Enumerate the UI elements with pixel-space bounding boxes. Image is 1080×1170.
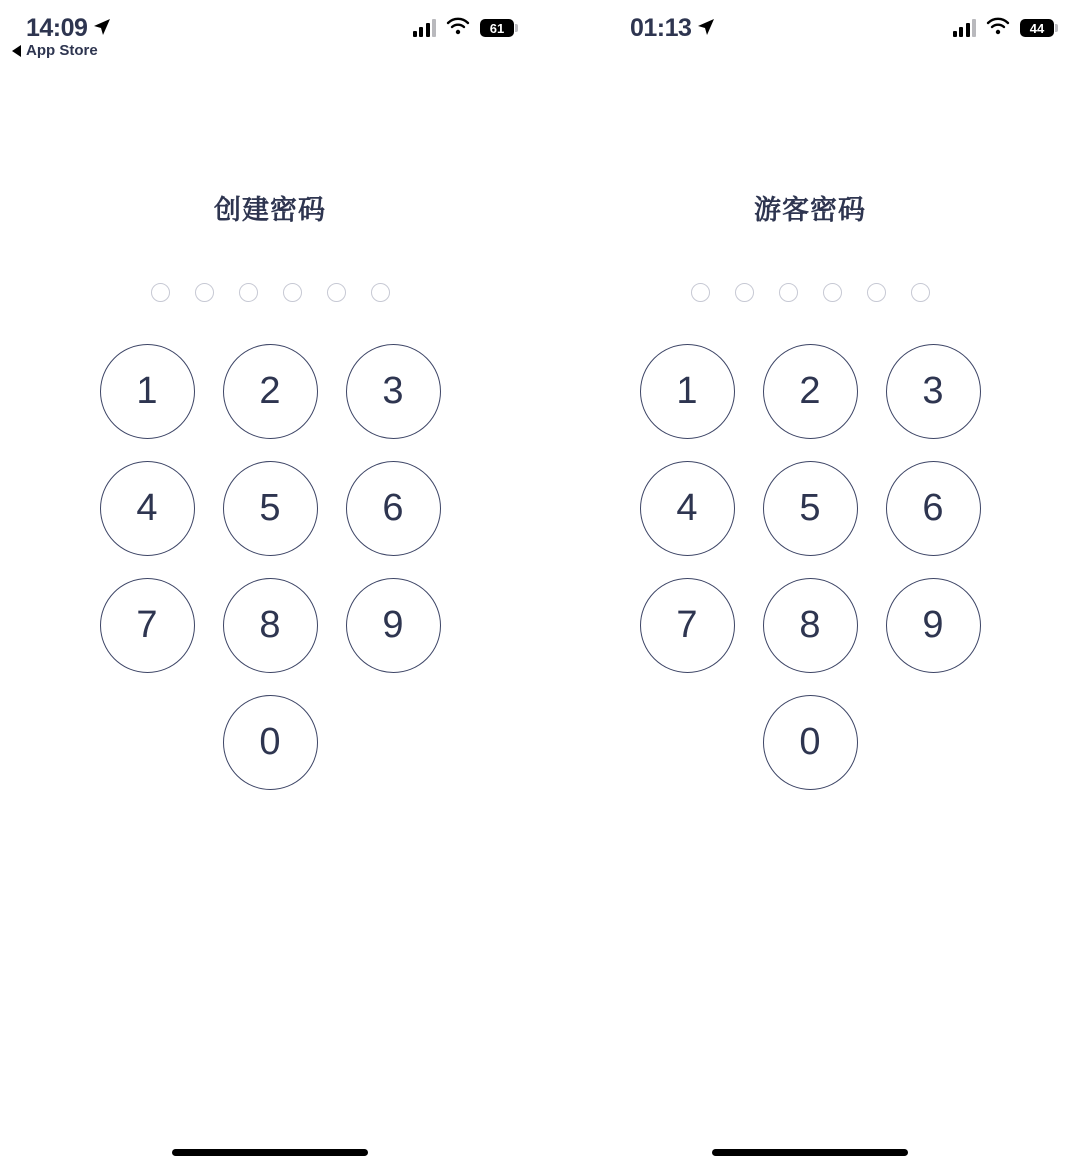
key-0[interactable]: 0 bbox=[223, 695, 318, 790]
numeric-keypad bbox=[540, 344, 1080, 790]
key-9[interactable]: 9 bbox=[346, 578, 441, 673]
passcode-dot bbox=[911, 283, 930, 302]
battery-indicator: 61 bbox=[480, 19, 514, 37]
key-5[interactable]: 5 bbox=[223, 461, 318, 556]
key-8[interactable]: 8 bbox=[763, 578, 858, 673]
home-indicator bbox=[712, 1149, 908, 1156]
key-1[interactable]: 1 bbox=[640, 344, 735, 439]
key-9[interactable]: 9 bbox=[886, 578, 981, 673]
key-4[interactable]: 4 bbox=[640, 461, 735, 556]
key-6[interactable]: 6 bbox=[886, 461, 981, 556]
passcode-dot bbox=[691, 283, 710, 302]
wifi-icon bbox=[986, 17, 1010, 40]
page-title: 创建密码 bbox=[214, 195, 326, 225]
passcode-dot bbox=[823, 283, 842, 302]
passcode-dots bbox=[540, 283, 1080, 302]
key-3[interactable]: 3 bbox=[886, 344, 981, 439]
key-2[interactable]: 2 bbox=[763, 344, 858, 439]
keypad-row bbox=[100, 578, 441, 673]
battery-indicator: 44 bbox=[1020, 19, 1054, 37]
keypad-row bbox=[223, 695, 318, 790]
key-6[interactable]: 6 bbox=[346, 461, 441, 556]
numeric-keypad bbox=[0, 344, 540, 790]
status-time: 14:09 bbox=[26, 13, 88, 42]
passcode-dot bbox=[735, 283, 754, 302]
location-arrow-icon bbox=[93, 14, 111, 43]
triangle-left-icon bbox=[12, 45, 22, 57]
cellular-signal-icon bbox=[413, 19, 437, 37]
keypad-row bbox=[640, 461, 981, 556]
status-bar-left bbox=[630, 14, 715, 43]
key-1[interactable]: 1 bbox=[100, 344, 195, 439]
navigation-bar bbox=[540, 56, 1080, 126]
status-bar-right bbox=[413, 17, 515, 40]
keypad-row bbox=[100, 461, 441, 556]
passcode-dot bbox=[151, 283, 170, 302]
keypad-row bbox=[100, 344, 441, 439]
passcode-dot bbox=[371, 283, 390, 302]
back-to-app-label: App Store bbox=[26, 42, 98, 59]
key-0[interactable]: 0 bbox=[763, 695, 858, 790]
key-5[interactable]: 5 bbox=[763, 461, 858, 556]
key-8[interactable]: 8 bbox=[223, 578, 318, 673]
passcode-dot bbox=[779, 283, 798, 302]
wifi-icon bbox=[446, 17, 470, 40]
page-title: 游客密码 bbox=[754, 195, 866, 225]
passcode-dot bbox=[195, 283, 214, 302]
keypad-row bbox=[763, 695, 858, 790]
navigation-bar bbox=[0, 56, 540, 126]
status-bar bbox=[540, 0, 1080, 56]
key-2[interactable]: 2 bbox=[223, 344, 318, 439]
key-7[interactable]: 7 bbox=[640, 578, 735, 673]
passcode-dot bbox=[327, 283, 346, 302]
location-arrow-icon bbox=[697, 14, 715, 43]
key-4[interactable]: 4 bbox=[100, 461, 195, 556]
keypad-row bbox=[640, 344, 981, 439]
passcode-dot bbox=[867, 283, 886, 302]
home-indicator bbox=[172, 1149, 368, 1156]
passcode-dot bbox=[239, 283, 258, 302]
keypad-row bbox=[640, 578, 981, 673]
key-7[interactable]: 7 bbox=[100, 578, 195, 673]
status-bar-right bbox=[953, 17, 1055, 40]
cellular-signal-icon bbox=[953, 19, 977, 37]
key-3[interactable]: 3 bbox=[346, 344, 441, 439]
back-to-app-store-link[interactable] bbox=[12, 42, 98, 59]
passcode-dot bbox=[283, 283, 302, 302]
status-time: 01:13 bbox=[630, 13, 692, 42]
screen-guest-passcode bbox=[540, 0, 1080, 1170]
status-bar-left bbox=[26, 14, 111, 43]
passcode-dots bbox=[0, 283, 540, 302]
